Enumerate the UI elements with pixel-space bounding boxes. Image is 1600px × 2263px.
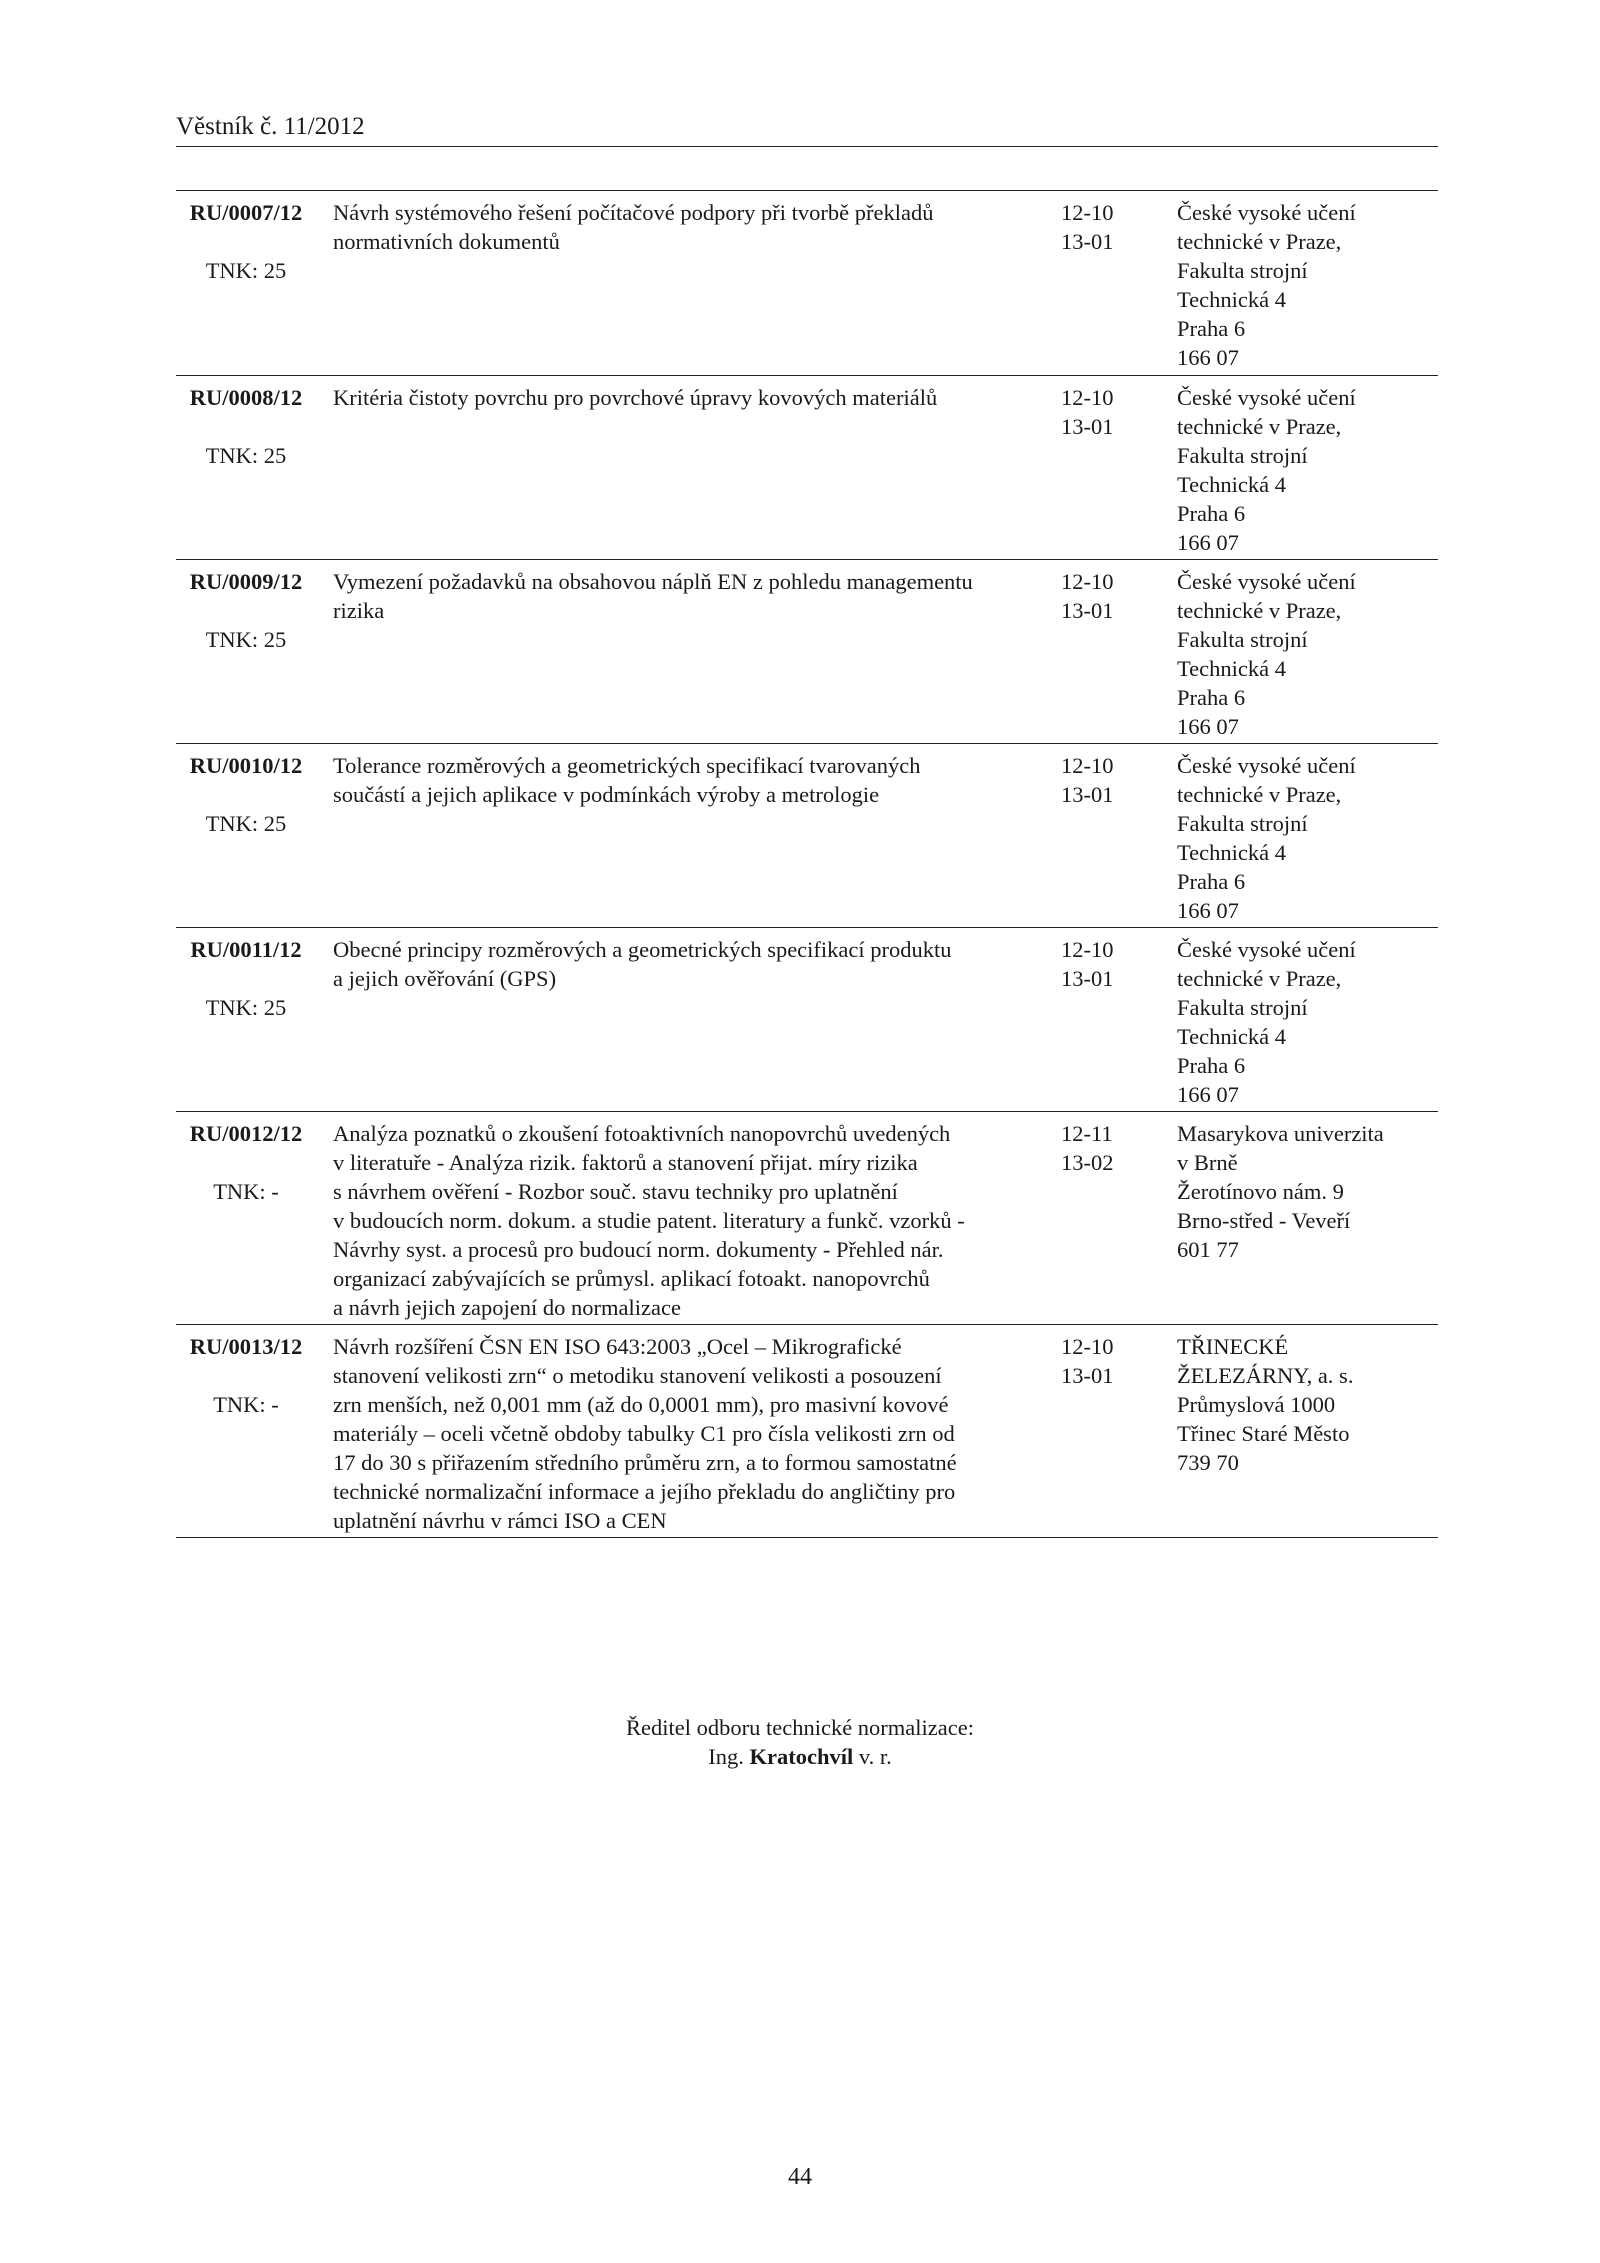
title-line: organizací zabývajících se průmysl. aplikací fotoakt. nanopovrchů <box>333 1266 930 1291</box>
address-line: Masarykova univerzita <box>1177 1121 1384 1146</box>
organization-address <box>1177 198 1437 372</box>
title-line: Analýza poznatků o zkoušení fotoaktivních nanopovrchů uvedených <box>333 1121 951 1146</box>
address-line: Praha 6 <box>1177 316 1246 341</box>
title-line: Kritéria čistoty povrchu pro povrchové úpravy kovových materiálů <box>333 385 938 410</box>
start-date: 12-10 <box>1061 200 1114 225</box>
title-line: uplatnění návrhu v rámci ISO a CEN <box>333 1508 667 1533</box>
start-date: 12-10 <box>1061 569 1114 594</box>
page-header <box>176 112 1438 147</box>
tnk-label: TNK: 25 <box>205 258 287 283</box>
address-line: České vysoké učení <box>1177 937 1356 962</box>
tnk-label: TNK: - <box>213 1179 279 1204</box>
project-title <box>333 1119 1033 1322</box>
start-date: 12-10 <box>1061 1334 1114 1359</box>
address-line: 166 07 <box>1177 714 1239 739</box>
tnk-label: TNK: 25 <box>205 811 287 836</box>
address-line: 166 07 <box>1177 345 1239 370</box>
organization-address <box>1177 383 1437 557</box>
row-code-cell <box>176 1119 316 1206</box>
project-title <box>333 1332 1033 1535</box>
address-line: technické v Praze, <box>1177 414 1342 439</box>
address-line: 166 07 <box>1177 898 1239 923</box>
project-dates <box>1061 751 1171 809</box>
address-line: technické v Praze, <box>1177 229 1342 254</box>
title-line: 17 do 30 s přiřazením středního průměru zrn, a to formou samostatné <box>333 1450 957 1475</box>
address-line: TŘINECKÉ <box>1177 1334 1289 1359</box>
page-number: 44 <box>788 2164 812 2190</box>
address-line: Třinec Staré Město <box>1177 1421 1350 1446</box>
project-title <box>333 198 1033 256</box>
tnk-label: TNK: 25 <box>205 443 287 468</box>
address-line: Brno-střed - Veveří <box>1177 1208 1351 1233</box>
signature-suffix: v. r. <box>858 1744 892 1769</box>
address-line: v Brně <box>1177 1150 1238 1175</box>
title-line: v budoucích norm. dokum. a studie patent. literatury a funkč. vzorků - <box>333 1208 965 1233</box>
title-line: materiály – oceli včetně obdoby tabulky C1 pro čísla velikosti zrn od <box>333 1421 955 1446</box>
address-line: technické v Praze, <box>1177 782 1342 807</box>
project-dates <box>1061 383 1171 441</box>
project-title <box>333 383 1033 412</box>
project-title <box>333 567 1033 625</box>
title-line: Návrhy syst. a procesů pro budoucí norm. dokumenty - Přehled nár. <box>333 1237 944 1262</box>
address-line: Fakulta strojní <box>1177 258 1308 283</box>
title-line: a jejich ověřování (GPS) <box>333 966 557 991</box>
address-line: technické v Praze, <box>1177 598 1342 623</box>
title-line: v literatuře - Analýza rizik. faktorů a stanovení přijat. míry rizika <box>333 1150 918 1175</box>
end-date: 13-01 <box>1061 229 1114 254</box>
address-line: Fakulta strojní <box>1177 995 1308 1020</box>
title-line: součástí a jejich aplikace v podmínkách výroby a metrologie <box>333 782 880 807</box>
tnk-label: TNK: 25 <box>205 627 287 652</box>
end-date: 13-01 <box>1061 966 1114 991</box>
project-code: RU/0007/12 <box>189 200 303 225</box>
signature-name <box>0 1742 1600 1771</box>
table-row <box>176 1111 1438 1324</box>
signature-block <box>0 1713 1600 1771</box>
title-line: normativních dokumentů <box>333 229 560 254</box>
project-code: RU/0012/12 <box>189 1121 303 1146</box>
address-line: České vysoké učení <box>1177 200 1356 225</box>
address-line: Fakulta strojní <box>1177 627 1308 652</box>
row-code-cell <box>176 198 316 285</box>
address-line: Technická 4 <box>1177 287 1286 312</box>
organization-address <box>1177 935 1437 1109</box>
end-date: 13-01 <box>1061 1363 1114 1388</box>
project-title <box>333 751 1033 809</box>
organization-address <box>1177 567 1437 741</box>
signature-surname: Kratochvíl <box>749 1744 854 1769</box>
project-code: RU/0013/12 <box>189 1334 303 1359</box>
address-line: 601 77 <box>1177 1237 1239 1262</box>
table-row <box>176 1324 1438 1537</box>
start-date: 12-10 <box>1061 937 1114 962</box>
end-date: 13-02 <box>1061 1150 1114 1175</box>
title-line: technické normalizační informace a jejího překladu do angličtiny pro <box>333 1479 956 1504</box>
table-row <box>176 191 1438 375</box>
address-line: Průmyslová 1000 <box>1177 1392 1336 1417</box>
project-dates <box>1061 1332 1171 1390</box>
row-code-cell <box>176 751 316 838</box>
row-code-cell <box>176 935 316 1022</box>
title-line: a návrh jejich zapojení do normalizace <box>333 1295 681 1320</box>
table-row <box>176 375 1438 559</box>
signature-prefix: Ing. <box>708 1744 744 1769</box>
projects-table <box>176 190 1438 1538</box>
organization-address <box>1177 751 1437 925</box>
project-dates <box>1061 935 1171 993</box>
start-date: 12-11 <box>1061 1121 1113 1146</box>
address-line: Technická 4 <box>1177 840 1286 865</box>
title-line: Návrh systémového řešení počítačové podpory při tvorbě překladů <box>333 200 934 225</box>
address-line: 166 07 <box>1177 1082 1239 1107</box>
address-line: Technická 4 <box>1177 472 1286 497</box>
address-line: Praha 6 <box>1177 501 1246 526</box>
start-date: 12-10 <box>1061 385 1114 410</box>
project-code: RU/0008/12 <box>189 385 303 410</box>
address-line: Praha 6 <box>1177 869 1246 894</box>
title-line: s návrhem ověření - Rozbor souč. stavu techniky pro uplatnění <box>333 1179 898 1204</box>
tnk-label: TNK: - <box>213 1392 279 1417</box>
project-dates <box>1061 198 1171 256</box>
address-line: Fakulta strojní <box>1177 811 1308 836</box>
title-line: Tolerance rozměrových a geometrických specifikací tvarovaných <box>333 753 921 778</box>
address-line: Technická 4 <box>1177 1024 1286 1049</box>
project-code: RU/0010/12 <box>189 753 303 778</box>
row-code-cell <box>176 383 316 470</box>
title-line: rizika <box>333 598 385 623</box>
address-line: Žerotínovo nám. 9 <box>1177 1179 1344 1204</box>
address-line: Praha 6 <box>1177 1053 1246 1078</box>
address-line: technické v Praze, <box>1177 966 1342 991</box>
row-code-cell <box>176 567 316 654</box>
row-code-cell <box>176 1332 316 1419</box>
signature-role: Ředitel odboru technické normalizace: <box>626 1715 974 1740</box>
end-date: 13-01 <box>1061 782 1114 807</box>
title-line: Návrh rozšíření ČSN EN ISO 643:2003 „Ocel – Mikrografické <box>333 1334 902 1359</box>
end-date: 13-01 <box>1061 414 1114 439</box>
project-code: RU/0009/12 <box>189 569 303 594</box>
title-line: Vymezení požadavků na obsahovou náplň EN z pohledu managementu <box>333 569 973 594</box>
project-title <box>333 935 1033 993</box>
organization-address <box>1177 1332 1437 1477</box>
journal-title: Věstník č. 11/2012 <box>176 113 365 140</box>
address-line: 166 07 <box>1177 530 1239 555</box>
tnk-label: TNK: 25 <box>205 995 287 1020</box>
address-line: Technická 4 <box>1177 656 1286 681</box>
address-line: Fakulta strojní <box>1177 443 1308 468</box>
project-dates <box>1061 567 1171 625</box>
address-line: Praha 6 <box>1177 685 1246 710</box>
address-line: 739 70 <box>1177 1450 1239 1475</box>
address-line: ŽELEZÁRNY, a. s. <box>1177 1363 1354 1388</box>
address-line: České vysoké učení <box>1177 753 1356 778</box>
table-row <box>176 743 1438 927</box>
address-line: České vysoké učení <box>1177 569 1356 594</box>
table-row <box>176 559 1438 743</box>
project-dates <box>1061 1119 1171 1177</box>
address-line: České vysoké učení <box>1177 385 1356 410</box>
title-line: stanovení velikosti zrn“ o metodiku stanovení velikosti a posouzení <box>333 1363 942 1388</box>
start-date: 12-10 <box>1061 753 1114 778</box>
end-date: 13-01 <box>1061 598 1114 623</box>
title-line: Obecné principy rozměrových a geometrických specifikací produktu <box>333 937 952 962</box>
organization-address <box>1177 1119 1437 1264</box>
table-row <box>176 927 1438 1111</box>
project-code: RU/0011/12 <box>190 937 302 962</box>
title-line: zrn menších, než 0,001 mm (až do 0,0001 mm), pro masivní kovové <box>333 1392 949 1417</box>
